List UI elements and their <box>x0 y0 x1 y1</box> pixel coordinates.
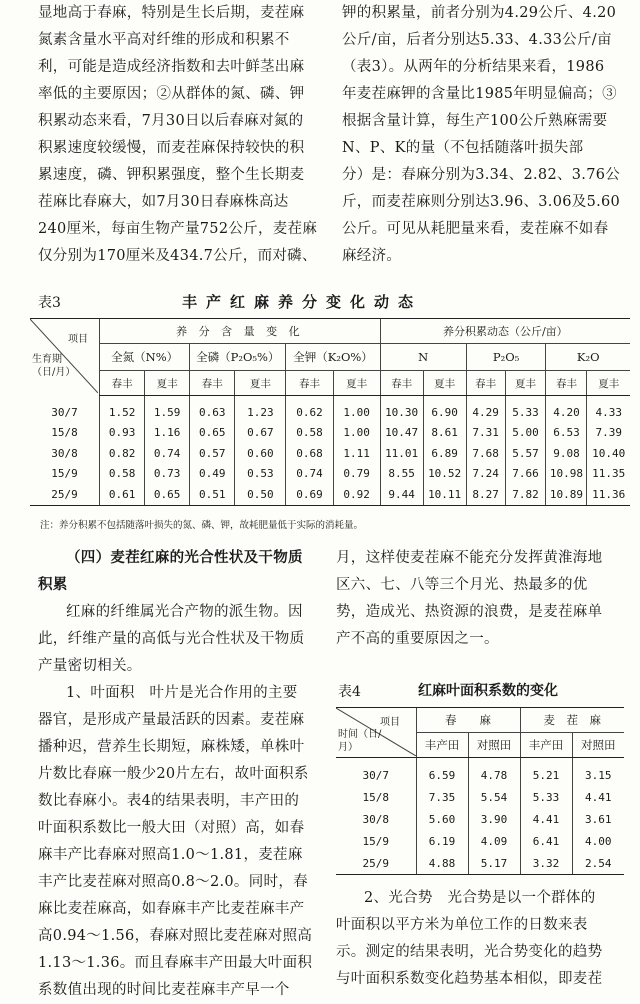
table-row <box>30 443 630 464</box>
table-cell: 4.78 <box>468 758 520 787</box>
table-cell: 0.79 <box>333 464 380 485</box>
text-line: N、P、K的量（不包括随落叶损失部 <box>342 140 584 156</box>
table4-corner-top: 项目 <box>380 717 400 728</box>
table3-sub-header: 全氮（N%） <box>100 344 190 371</box>
table-cell: 6.41 <box>520 830 572 852</box>
table-cell: 6.59 <box>416 758 468 787</box>
text-line: 2、光合势 光合势是以一个群体的 <box>364 890 596 906</box>
table-cell: 1.59 <box>145 396 190 423</box>
text-line: 1.13～1.36。而且春麻丰产田最大叶面积 <box>38 955 313 971</box>
table-cell: 0.63 <box>190 396 235 423</box>
table4-sub-header: 对照田 <box>572 733 624 758</box>
text-line: 高0.94～1.56，春麻对照比麦茬麻对照高 <box>38 928 313 944</box>
text-line: 产不高的重要原因之一。 <box>336 631 499 647</box>
text-line: 产量密切相关。 <box>38 658 142 674</box>
top-right-column <box>342 0 622 270</box>
table-cell: 0.58 <box>100 464 145 485</box>
table-cell: 5.33 <box>505 396 546 423</box>
bottom-left-column <box>38 545 322 1004</box>
table-cell: 15/9 <box>362 834 389 848</box>
table-cell: 5.33 <box>520 786 572 808</box>
table3-leaf-header: 春丰 <box>286 371 333 396</box>
table-cell: 0.68 <box>286 443 333 464</box>
table-cell: 15/8 <box>51 426 78 440</box>
text-line: 累速度，磷、钾积累强度，整个生长期麦 <box>38 167 305 183</box>
table-cell: 0.74 <box>286 464 333 485</box>
table3-sub-header: 全钾（K₂O%） <box>286 344 380 371</box>
table-cell: 5.17 <box>468 852 520 875</box>
text-line: 叶面积以平方米为单位工作的日数来表 <box>336 917 588 933</box>
table-cell: 0.49 <box>190 464 235 485</box>
table-cell: 0.53 <box>235 464 286 485</box>
table3-leaf-header: 春丰 <box>380 371 423 396</box>
table3-leaf-header: 夏丰 <box>423 371 466 396</box>
table3 <box>30 318 630 506</box>
table-cell: 25/9 <box>336 852 416 875</box>
table-cell: 3.90 <box>468 808 520 830</box>
table3-corner <box>30 319 100 396</box>
text-line: 器官，是形成产量最活跃的因素。麦茬麻 <box>38 712 305 728</box>
table3-note: 注：养分积累不包括随落叶损失的氮、磷、钾，故耗肥量低于实际的消耗量。 <box>40 520 364 531</box>
text-line: 年麦茬麻钾的含量比1985年明显偏高；③ <box>342 86 617 102</box>
table-cell: 7.82 <box>505 484 546 505</box>
top-left-column <box>38 0 322 270</box>
text-line: 1、叶面积 叶片是光合作用的主要 <box>66 685 298 701</box>
table-cell: 0.92 <box>333 484 380 505</box>
table3-leaf-header: 夏丰 <box>235 371 286 396</box>
table4-group: 春 麻 <box>416 708 520 733</box>
table-cell: 9.08 <box>546 443 587 464</box>
table-cell: 0.50 <box>235 484 286 505</box>
text-line: 麻经济。 <box>342 248 402 264</box>
table-cell: 0.74 <box>145 443 190 464</box>
table4-sub-header: 丰产田 <box>416 733 468 758</box>
table3-leaf-header: 夏丰 <box>145 371 190 396</box>
table3-sub-header: N <box>380 344 466 371</box>
table-cell: 0.73 <box>145 464 190 485</box>
table-cell: 30/7 <box>51 405 78 419</box>
table-cell: 1.00 <box>333 396 380 423</box>
table-cell: 6.19 <box>416 830 468 852</box>
table-cell: 0.58 <box>286 423 333 444</box>
section-heading: 积累 <box>38 577 68 593</box>
table3-sub-header: P₂O₅ <box>466 344 546 371</box>
table-cell: 1.00 <box>333 423 380 444</box>
table-cell: 1.23 <box>235 396 286 423</box>
table3-label: 表3 <box>38 295 61 311</box>
text-line: 麻比麦茬麻高，如春麻丰产比麦茬麻丰产 <box>38 901 305 917</box>
text-line: 势，造成光、热资源的浪费，是麦茬麻单 <box>336 604 603 620</box>
table-row <box>30 464 630 485</box>
table-cell: 0.65 <box>145 484 190 505</box>
table-cell: 25/9 <box>30 484 100 505</box>
text-line: （表3）。从两年的分析结果来看，1986 <box>342 59 605 75</box>
text-line: 麻丰产比春麻对照高1.0～1.81，麦茬麻 <box>38 847 303 863</box>
table-cell: 10.47 <box>380 423 423 444</box>
table3-leaf-header: 春丰 <box>466 371 505 396</box>
table-cell: 8.55 <box>380 464 423 485</box>
table-row <box>336 786 624 808</box>
table3-leaf-header: 夏丰 <box>333 371 380 396</box>
bottom-right-continuation <box>336 885 626 993</box>
table3-sub-header: 全磷（P₂O₅%） <box>190 344 286 371</box>
table-cell: 0.69 <box>286 484 333 505</box>
table-cell: 5.21 <box>520 758 572 787</box>
table-cell: 4.09 <box>468 830 520 852</box>
table4-sub-header: 丰产田 <box>520 733 572 758</box>
table-cell: 8.27 <box>466 484 505 505</box>
table3-title: 丰产红麻养分变化动态 <box>182 293 423 311</box>
table-cell: 7.68 <box>466 443 505 464</box>
table-cell: 11.35 <box>587 464 630 485</box>
table3-sub-header: K₂O <box>546 344 630 371</box>
text-line: 公斤/亩，后者分别达5.33、4.33公斤/亩 <box>342 32 612 48</box>
table-cell: 10.40 <box>587 443 630 464</box>
table-cell: 11.01 <box>380 443 423 464</box>
table4-title: 红麻叶面积系数的变化 <box>418 683 558 699</box>
table-cell: 4.00 <box>572 830 624 852</box>
table-cell: 1.52 <box>100 396 145 423</box>
text-line: 仅分别为170厘米及434.7公斤，而对磷、 <box>38 248 317 264</box>
table4-corner <box>336 708 416 758</box>
table-cell: 1.11 <box>333 443 380 464</box>
table-cell: 6.90 <box>423 396 466 423</box>
table3-leaf-header: 春丰 <box>546 371 587 396</box>
table-cell: 2.54 <box>572 852 624 875</box>
table-cell: 6.53 <box>546 423 587 444</box>
table-cell: 1.16 <box>145 423 190 444</box>
table-cell: 8.61 <box>423 423 466 444</box>
table-cell: 10.89 <box>546 484 587 505</box>
text-line: 240厘米，每亩生物产量752公斤，麦茬麻 <box>38 221 318 237</box>
table-cell: 30/7 <box>362 768 389 782</box>
table-cell: 7.31 <box>466 423 505 444</box>
table-cell: 0.67 <box>235 423 286 444</box>
text-line: 与叶面积系数变化趋势基本相似，即麦茬 <box>336 971 603 987</box>
table4-group: 麦 茬 麻 <box>520 708 624 733</box>
text-line: 数比春麻小。表4的结果表明，丰产田的 <box>38 793 300 809</box>
table-cell: 7.24 <box>466 464 505 485</box>
text-line: 钾的积累量，前者分别为4.29公斤、4.20 <box>342 5 617 21</box>
table-row <box>30 396 630 423</box>
table4-sub-header: 对照田 <box>468 733 520 758</box>
table-cell: 0.51 <box>190 484 235 505</box>
table-cell: 7.35 <box>416 786 468 808</box>
table-row <box>336 758 624 787</box>
table3-leaf-header: 夏丰 <box>505 371 546 396</box>
table-cell: 4.33 <box>587 396 630 423</box>
table-cell: 0.60 <box>235 443 286 464</box>
table4-corner-bottom: 时间（日/月） <box>338 729 382 753</box>
table-cell: 0.57 <box>190 443 235 464</box>
table3-corner-top: 项目 <box>68 334 88 345</box>
bottom-right-column <box>336 545 626 653</box>
table-cell: 0.62 <box>286 396 333 423</box>
table-cell: 10.30 <box>380 396 423 423</box>
text-line: 利，可能是造成经济指数和去叶鲜茎出麻 <box>38 59 305 75</box>
table-cell: 4.41 <box>572 786 624 808</box>
table-cell: 3.61 <box>572 808 624 830</box>
table-cell: 3.32 <box>520 852 572 875</box>
table-row <box>30 484 630 505</box>
table-cell: 30/8 <box>362 812 389 826</box>
table-row <box>336 830 624 852</box>
text-line: 分）是：春麻分别为3.34、2.82、3.76公 <box>342 167 621 183</box>
table-cell: 7.66 <box>505 464 546 485</box>
text-line: 积累速度较缓慢，而麦茬麻保持较快的积 <box>38 140 305 156</box>
text-line: 红麻的纤维属光合产物的派生物。因 <box>66 604 303 620</box>
text-line: 率低的主要原因；②从群体的氮、磷、钾 <box>38 86 305 102</box>
table-cell: 6.89 <box>423 443 466 464</box>
text-line: 斤，而麦茬麻则分别达3.96、3.06及5.60 <box>342 194 621 210</box>
table-cell: 5.00 <box>505 423 546 444</box>
text-line: 叶面积系数比一般大田（对照）高，如春 <box>38 820 305 836</box>
table-cell: 10.11 <box>423 484 466 505</box>
text-line: 系数值出现的时间比麦茬麻丰产早一个 <box>38 982 290 998</box>
table4-label: 表4 <box>338 684 361 700</box>
text-line: 茬麻比春麻大，如7月30日春麻株高达 <box>38 194 289 210</box>
text-line: 丰产比麦茬麻对照高0.8～2.0。同时，春 <box>38 874 308 890</box>
text-line: 此，纤维产量的高低与光合性状及干物质 <box>38 631 305 647</box>
text-line: 播种迟，营养生长期短，麻株矮，单株叶 <box>38 739 305 755</box>
table-cell: 5.60 <box>416 808 468 830</box>
table-cell: 5.54 <box>468 786 520 808</box>
table-cell: 0.65 <box>190 423 235 444</box>
text-line: 片数比春麻一般少20片左右，故叶面积系 <box>38 766 309 782</box>
table-row <box>336 808 624 830</box>
table3-leaf-header: 夏丰 <box>587 371 630 396</box>
text-line: 公斤。可见从耗肥量来看，麦茬麻不如春 <box>342 221 609 237</box>
table-cell: 3.15 <box>572 758 624 787</box>
table-cell: 0.93 <box>100 423 145 444</box>
table-cell: 4.88 <box>416 852 468 875</box>
table-cell: 10.98 <box>546 464 587 485</box>
table-cell: 11.36 <box>587 484 630 505</box>
table-cell: 4.20 <box>546 396 587 423</box>
text-line: 示。测定的结果表明，光合势变化的趋势 <box>336 944 603 960</box>
table3-group-accum: 养分积累动态（公斤/亩） <box>380 319 630 344</box>
table-cell: 7.39 <box>587 423 630 444</box>
table3-corner-bottom: 生育期（日/月） <box>32 354 76 378</box>
text-line: 根据含量计算，每生产100公斤熟麻需要 <box>342 113 608 129</box>
table-cell: 15/9 <box>51 467 78 481</box>
table3-leaf-header: 春丰 <box>190 371 235 396</box>
table-cell: 9.44 <box>380 484 423 505</box>
text-line: 积累动态来看，7月30日以后春麻对氮的 <box>38 113 304 129</box>
text-line: 氮素含量水平高对纤维的形成和积累不 <box>38 32 290 48</box>
table-cell: 10.52 <box>423 464 466 485</box>
table-cell: 15/8 <box>362 790 389 804</box>
table-row <box>336 852 624 875</box>
table-cell: 30/8 <box>51 446 78 460</box>
table-row <box>30 423 630 444</box>
text-line: 区六、七、八等三个月光、热最多的优 <box>336 577 588 593</box>
table3-leaf-header: 春丰 <box>100 371 145 396</box>
table-cell: 5.57 <box>505 443 546 464</box>
table-cell: 4.29 <box>466 396 505 423</box>
table-cell: 0.61 <box>100 484 145 505</box>
table4 <box>336 707 624 875</box>
table-cell: 0.82 <box>100 443 145 464</box>
table3-group-content: 养 分 含 量 变 化 <box>100 319 381 344</box>
text-line: 月，这样使麦茬麻不能充分发挥黄淮海地 <box>336 550 603 566</box>
table-cell: 4.41 <box>520 808 572 830</box>
text-line: 显地高于春麻，特别是生长后期，麦茬麻 <box>38 5 305 21</box>
section-heading: （四）麦茬红麻的光合性状及干物质 <box>66 550 303 566</box>
